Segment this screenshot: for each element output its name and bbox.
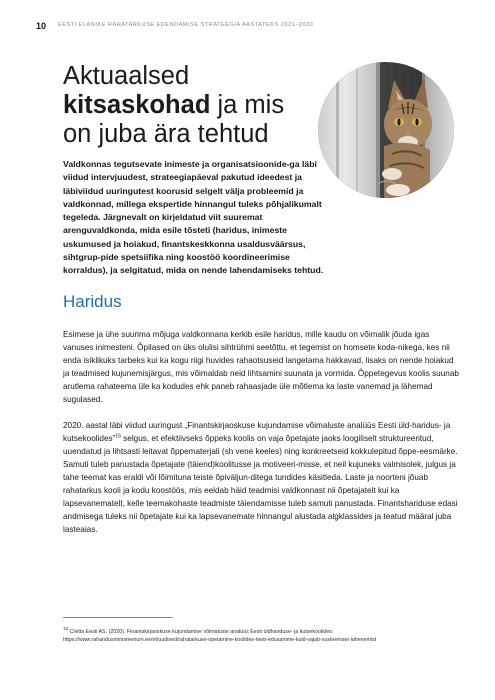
page-number: 10 (36, 21, 47, 31)
footnote (63, 625, 463, 644)
title-line-1: Aktuaalsed (63, 62, 190, 90)
body-paragraph-2-start: 2020. aastal läbi viidud uuringust „Finantskirjaoskuse kujundamise võimaluste analüüs Eesti üld-haridus- ja kutsekoolides” (63, 420, 451, 443)
footnote-number: 15 (63, 626, 69, 631)
intro-text: Valdkonnas tegutsevate inimeste ja organisatsioonide-ga läbi viidud intervjuudest, strateegiapäeval pakutud ideedest ja läbiviidud uuringutest koorusid selgelt välja probleemid ja valdkonnad, millega ekspertide hinnangul tuleks põhjalikumalt tegeleda. Järgnevalt on kirjeldatud viit suuremat arenguvaldkonda, mida esile tõsteti (haridus, inimeste uskumused ja hoiakud, finantskeskkonna usaldusväärsus, sihtgrup-pide spetsiifika ning koostöö koordineerimise korraldus), ja selgitatud, mida on nende lahendamiseks tehtud. (63, 159, 324, 276)
body-paragraph-2-rest: selgus, et efektiivseks õppeks koolis on vaja õpetajate jaoks loogiliselt struktureeritud, uuendatud ja lihtsasti leitavat õppematerjali (sh vene keeles) ning konkreetseid kokkulepitud õppe-eesmärke. Samuti tuleb panustada õpetajate (täiend)koolitusse ja motiveeri-misse, et neil kujuneks valmisolek, julgus ja tahe teemat kas eraldi või lõimituna teiste õpiväljun-ditega tundides käsitleda. Laste ja noorteni jõuab rahatarkus kooli ja kodu koostöös, mis eeldab häid teadmisi valdkonnast nii õpetajatelt kui ka lapsevanematelt, kelle teemakohaste teadmiste täiendamisse tuleb samuti panustada. Finantshariduse edasi andmisega tuleks nii õpetajate kui ka lapsevanemate hinnangul alustada algklassides ja teatud määral juba lasteaias. (63, 433, 458, 535)
footnote-text: Civitta Eesti AS. (2020). Finantskirjaoskuse kujundamise võimaluste analüüs Eesti üldhariduse- ja kutsekoolides: https://www.rahandusministeerium.ee/et/uudised/rahatarkuse-opetamine-koolides-teeb-edusamme-kuid-vajab-susteemset-lahenemist (63, 628, 377, 643)
footnote-divider (63, 617, 173, 618)
section-heading: Haridus (63, 292, 122, 311)
cat-photo (318, 62, 454, 198)
section-body (63, 328, 459, 548)
body-paragraph-1: Esimese ja ühe suurima mõjuga valdkonnana kerkib esile haridus, mille kaudu on võimalik jõuda igas vanuses inimesteni. Õpilased on üks olulisi sihtrühmi seetõttu, et tegemist on homsete koda-nikega, kes nii enda isiklikuks tarbeks kui ka kogu riigi huvides rahaotsuseid langetama hakkavad, lisaks on nende hoiakud ja teadmised kujunemisjärgus, mis võimaldab neid lihtsamini suunata ja vormida. Õppetegevus koolis suunab arutlema rahateema üle ka kodudes ehk paneb rahaasjade üle mõtlema ka laste vanemad ja lähemad sugulased. (63, 330, 459, 405)
running-title: EESTI ELANIKE RAHATARKUSE EDENDAMISE STRATEEGIA AASTATEKS 2021–2030 (58, 22, 314, 28)
title-bold: kitsaskohad (63, 91, 211, 119)
page-title (63, 62, 303, 149)
page-header (36, 21, 465, 33)
intro-paragraph (63, 158, 327, 278)
body-paragraph-2 (63, 419, 459, 537)
footnote-reference[interactable]: 15 (115, 432, 121, 439)
title-rest: ja mis on juba ära tehtud (63, 91, 285, 148)
